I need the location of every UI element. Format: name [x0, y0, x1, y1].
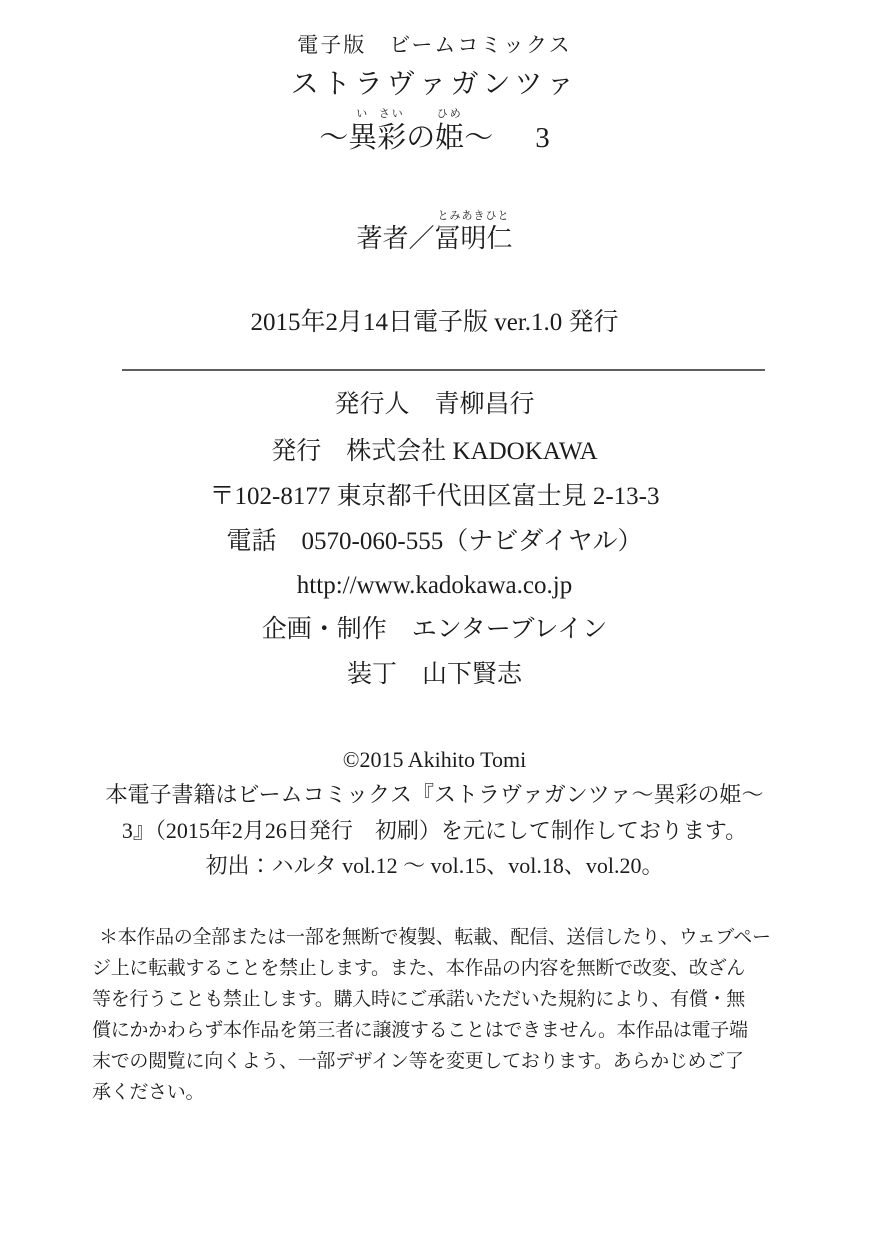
disclaimer-line: 等を行うことも禁止します。購入時にご承諾いただいた規約により、有償・無: [92, 989, 745, 1010]
edition-label: 電子版 ビームコミックス: [297, 33, 572, 57]
ruby-unit: [348, 107, 377, 156]
publisher-company-line: 発行 株式会社 KADOKAWA: [271, 438, 598, 465]
disclaimer-line: 償にかかわらず本作品を第三者に譲渡することはできません。本作品は電子端: [92, 1020, 748, 1041]
copyright-line: ©2015 Akihito Tomi: [342, 747, 527, 772]
furigana: さい: [378, 108, 405, 120]
publisher-person-line: 発行人 青柳昌行: [334, 391, 535, 418]
disclaimer-line: 末での閲覧に向くよう、一部デザイン等を変更しております。あらかじめご了: [92, 1051, 744, 1072]
author-name: 冨明仁: [434, 224, 513, 253]
subtitle-text: の: [406, 122, 436, 154]
ruby-unit: [435, 209, 513, 254]
subtitle-particle: [406, 121, 435, 156]
ruby-unit: [377, 107, 406, 156]
publisher-address-line: 〒102-8177 東京都千代田区富士見 2-13-3: [209, 483, 660, 510]
publisher-url-line: http://www.kadokawa.co.jp: [296, 572, 573, 599]
ruby-unit: [435, 107, 464, 156]
planning-production-line: 企画・制作 エンターブレイン: [261, 616, 608, 643]
author-line: [0, 209, 869, 254]
first-publication-line: 初出：ハルタ vol.12 ～ vol.15、vol.18、vol.20。: [205, 853, 664, 878]
subtitle-open-tilde: [319, 121, 348, 156]
edition-date: 2015年2月14日電子版 ver.1.0 発行: [250, 309, 619, 336]
series-title: ストラヴァガンツァ: [290, 69, 579, 100]
disclaimer-line: 承ください。: [92, 1082, 205, 1103]
horizontal-rule: [122, 369, 765, 371]
legal-disclaimer: [92, 922, 782, 1108]
furigana: い: [356, 108, 370, 120]
furigana: とみあきひと: [437, 210, 510, 222]
subtitle-text: 姫: [435, 122, 465, 154]
subtitle-close-tilde: [464, 121, 493, 156]
subtitle-text: ～: [464, 122, 494, 154]
publisher-phone-line: 電話 0570-060-555（ナビダイヤル）: [226, 528, 643, 555]
source-edition-line-2: 3』（2015年2月26日発行 初刷）を元にして制作しております。: [121, 818, 748, 843]
subtitle-with-furigana: [0, 107, 869, 156]
disclaimer-line: ＊本作品の全部または一部を無断で複製、転載、配信、送信したり、ウェブペー: [99, 927, 771, 948]
subtitle-text: ～: [319, 122, 349, 154]
book-design-line: 装丁 山下賢志: [346, 661, 522, 688]
furigana: ひめ: [436, 108, 463, 120]
subtitle-text: 異: [348, 122, 378, 154]
source-edition-line-1: 本電子書籍はビームコミックス『ストラヴァガンツァ～異彩の姫～: [105, 782, 764, 807]
disclaimer-line: ジ上に転載することを禁止します。また、本作品の内容を無断で改変、改ざん: [92, 958, 745, 979]
volume-number: [535, 121, 550, 156]
author-label: 著者／: [356, 224, 435, 253]
volume-text: 3: [535, 122, 550, 154]
subtitle-text: 彩: [377, 122, 407, 154]
